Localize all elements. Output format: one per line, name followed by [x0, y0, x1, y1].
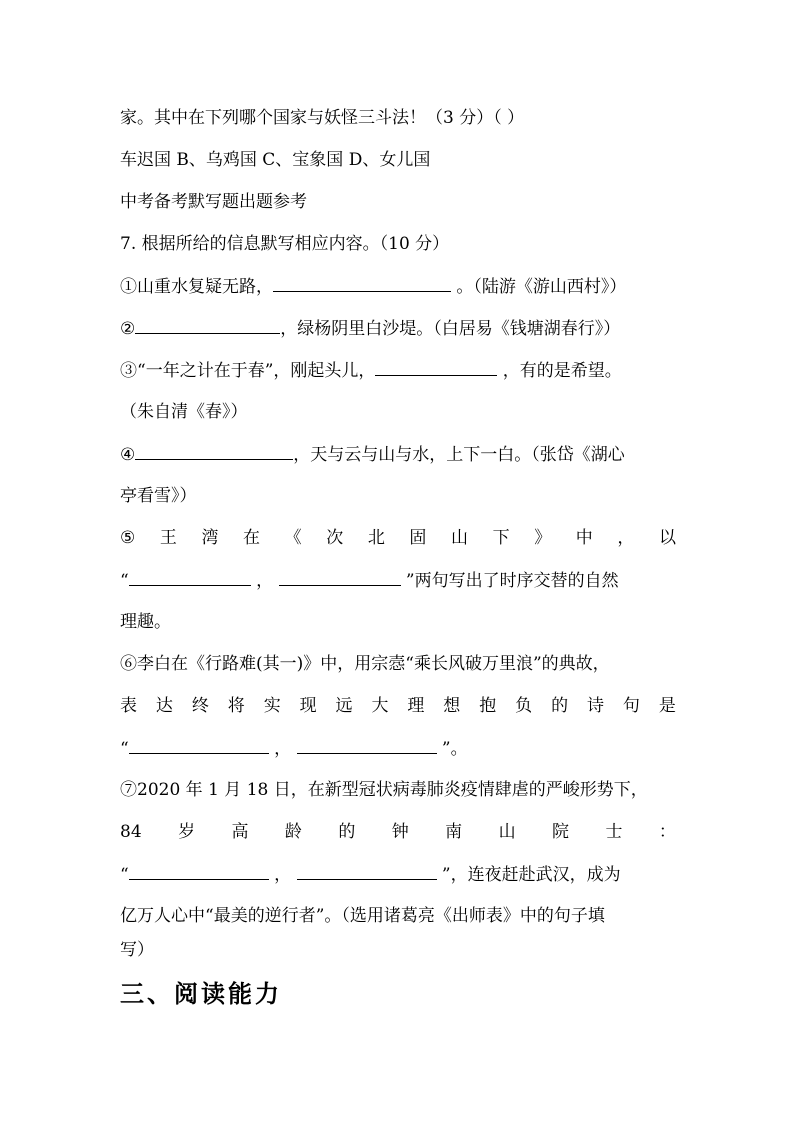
item-4-marker: ④ — [120, 445, 136, 465]
item-7-line3 — [120, 863, 621, 886]
char: 抱 — [479, 696, 497, 716]
char: 以 — [658, 528, 676, 548]
char: 实 — [263, 696, 281, 716]
char: 山 — [498, 822, 516, 842]
char: 《 — [284, 528, 302, 548]
char: 表 — [120, 696, 137, 716]
answer-blank[interactable] — [273, 275, 451, 292]
char: 大 — [371, 696, 389, 716]
char: 固 — [409, 528, 427, 548]
item-1 — [120, 275, 626, 298]
char: 84 — [120, 822, 142, 842]
char: 院 — [552, 822, 570, 842]
char: 高 — [231, 822, 249, 842]
quote-close: ”。 — [441, 739, 468, 759]
item-6-line2 — [120, 695, 676, 717]
item-7-line1: ⑦2020 年 1 月 18 日，在新型冠状病毒肺炎疫情肆虐的严峻形势下， — [120, 780, 648, 800]
item-3-source: （朱自清《春》） — [120, 402, 248, 422]
char: 的 — [338, 822, 356, 842]
item-5-line3: 理趣。 — [120, 612, 171, 632]
item-5-line2 — [120, 569, 619, 592]
char: 达 — [155, 696, 173, 716]
item-7-line5: 写） — [120, 940, 154, 960]
comma: ， — [274, 739, 292, 759]
item-2-text: ，绿杨阴里白沙堤。（白居易《钱塘湖春行》） — [280, 319, 621, 339]
item-6-line3 — [120, 737, 468, 760]
char: ， — [617, 528, 635, 548]
item-2-marker: ② — [120, 319, 136, 339]
section-heading: 三、阅读能力 — [120, 980, 282, 1008]
answer-blank[interactable] — [135, 443, 293, 460]
char: 岁 — [178, 822, 196, 842]
char: 诗 — [586, 696, 604, 716]
quote-open: “ — [120, 571, 129, 591]
answer-blank[interactable] — [375, 359, 497, 376]
answer-blank[interactable] — [129, 863, 269, 880]
char: 是 — [658, 696, 676, 716]
comma: ， — [274, 865, 292, 885]
section-note: 中考备考默写题出题参考 — [120, 192, 307, 212]
item-2 — [120, 317, 620, 340]
char: 负 — [515, 696, 533, 716]
char: 句 — [622, 696, 640, 716]
quote-open: “ — [120, 739, 129, 759]
char: 龄 — [284, 822, 302, 842]
char: 王 — [159, 528, 177, 548]
char: 湾 — [201, 528, 219, 548]
char: 远 — [335, 696, 353, 716]
comma: ， — [256, 571, 274, 591]
q6-options: 车迟国 B、乌鸡国 C、宝象国 D、女儿国 — [120, 150, 431, 170]
q6-tail: 家。其中在下列哪个国家与妖怪三斗法！（3 分）（ ） — [120, 108, 525, 128]
char: 理 — [407, 696, 425, 716]
char: 想 — [443, 696, 461, 716]
item-7-line2 — [120, 821, 676, 843]
item-3-text: ③“一年之计在于春”，刚起头儿， — [120, 361, 376, 381]
answer-blank[interactable] — [297, 737, 437, 754]
item-3 — [120, 359, 622, 382]
char: 中 — [575, 528, 593, 548]
char: 山 — [451, 528, 468, 548]
answer-blank[interactable] — [279, 569, 401, 586]
char: 士 — [605, 822, 623, 842]
item-6-line1: ⑥李白在《行路难(其一)》中，用宗悫“乘长风破万里浪”的典故， — [120, 654, 610, 674]
answer-blank[interactable] — [129, 737, 269, 754]
item-7-line4: 亿万人心中“最美的逆行者”。（选用诸葛亮《出师表》中的句子填 — [120, 906, 605, 926]
char: ： — [658, 822, 676, 842]
char: 将 — [227, 696, 245, 716]
char: 的 — [551, 696, 569, 716]
char: 》 — [534, 528, 552, 548]
answer-blank[interactable] — [129, 569, 251, 586]
char: 现 — [299, 696, 317, 716]
char: 南 — [445, 822, 463, 842]
quote-open: “ — [120, 865, 129, 885]
item-1-text: ①山重水复疑无路， — [120, 277, 273, 297]
char: 终 — [191, 696, 209, 716]
answer-blank[interactable] — [297, 863, 437, 880]
item-5-line1 — [120, 527, 676, 549]
char: ⑤ — [120, 528, 136, 548]
item-4-source-end: 亭看雪》） — [120, 486, 197, 506]
item-4 — [120, 443, 625, 466]
item-4-text: ，天与云与山与水，上下一白。（张岱《湖心 — [293, 445, 625, 465]
char: 下 — [492, 528, 510, 548]
item-7-text: ”，连夜赶赴武汉，成为 — [441, 865, 621, 885]
item-1-source: 。（陆游《游山西村》） — [456, 277, 627, 297]
item-5-text: ”两句写出了时序交替的自然 — [405, 571, 619, 591]
char: 次 — [326, 528, 344, 548]
item-3-text-b: ，有的是希望。 — [502, 361, 622, 381]
q7-title: 7. 根据所给的信息默写相应内容。（10 分） — [120, 234, 450, 254]
char: 北 — [367, 528, 385, 548]
char: 钟 — [391, 822, 409, 842]
char: 在 — [243, 528, 261, 548]
answer-blank[interactable] — [135, 317, 280, 334]
